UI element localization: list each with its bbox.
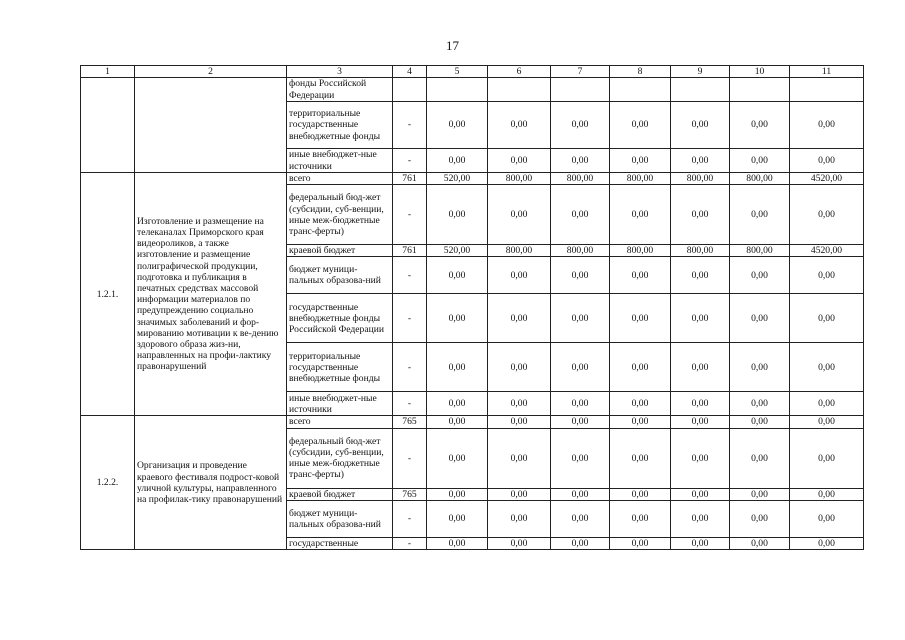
value-cell: 0,00	[671, 185, 730, 245]
value-cell: 0,00	[427, 392, 488, 416]
value-cell: 0,00	[551, 537, 610, 549]
value-cell: 800,00	[730, 173, 790, 185]
number-cell-empty	[81, 78, 135, 173]
value-cell: 0,00	[488, 149, 551, 173]
value-cell: 0,00	[610, 343, 671, 392]
value-cell: 0,00	[551, 257, 610, 294]
value-cell: 4520,00	[790, 173, 864, 185]
value-cell: 0,00	[488, 500, 551, 537]
activity-description: Организация и проведение краевого фестиваля подрост-ковой уличной культуры, направленного на профилак-тику правонарушений	[135, 416, 287, 550]
source-cell: федеральный бюд-жет (субсидии, суб-венции, иные меж-бюджетные транс-ферты)	[287, 185, 393, 245]
source-cell: иные внебюджет-ные источники	[287, 392, 393, 416]
value-cell: 0,00	[730, 428, 790, 488]
value-cell: 0,00	[730, 102, 790, 149]
value-cell: 0,00	[671, 537, 730, 549]
value-cell: 0,00	[427, 257, 488, 294]
source-cell: территориальные государственные внебюджетные фонды	[287, 343, 393, 392]
value-cell: 0,00	[488, 416, 551, 428]
value-cell: 0,00	[427, 500, 488, 537]
value-cell: 0,00	[790, 392, 864, 416]
value-cell: 0,00	[790, 428, 864, 488]
source-cell: фонды Российской Федерации	[287, 78, 393, 102]
code-cell: 765	[393, 488, 427, 500]
code-cell	[393, 78, 427, 102]
value-cell	[790, 78, 864, 102]
value-cell: 0,00	[671, 416, 730, 428]
value-cell: 0,00	[551, 102, 610, 149]
value-cell: 800,00	[488, 245, 551, 257]
column-number-row	[81, 66, 864, 78]
code-cell: 761	[393, 245, 427, 257]
value-cell: 0,00	[790, 343, 864, 392]
value-cell: 0,00	[488, 537, 551, 549]
value-cell: 0,00	[427, 428, 488, 488]
table-row	[81, 173, 864, 185]
value-cell: 0,00	[488, 343, 551, 392]
activity-description: Изготовление и размещение на телеканалах Приморского края видеороликов, а также изготовление и размещение полиграфической продукции, подготовка и публикация в печатных средствах массовой информации материалов по предупреждению социально значимых заболеваний и фор-мированию мотивации к ве-дению здорового образа жиз-ни, направленных на профи-лактику правонарушений	[135, 173, 287, 416]
value-cell	[730, 78, 790, 102]
column-number: 4	[393, 66, 427, 78]
value-cell: 800,00	[610, 173, 671, 185]
value-cell: 0,00	[671, 343, 730, 392]
value-cell: 0,00	[488, 185, 551, 245]
value-cell: 0,00	[730, 185, 790, 245]
value-cell	[427, 78, 488, 102]
table-body	[81, 66, 864, 550]
column-number: 9	[671, 66, 730, 78]
source-cell: иные внебюджет-ные источники	[287, 149, 393, 173]
value-cell: 0,00	[790, 416, 864, 428]
column-number: 1	[81, 66, 135, 78]
value-cell: 0,00	[427, 488, 488, 500]
value-cell: 0,00	[488, 294, 551, 343]
source-cell: бюджет муници-пальных образова-ний	[287, 500, 393, 537]
value-cell: 0,00	[730, 488, 790, 500]
table-row	[81, 416, 864, 428]
value-cell: 0,00	[790, 488, 864, 500]
activity-number: 1.2.2.	[81, 416, 135, 550]
value-cell: 0,00	[671, 500, 730, 537]
value-cell: 0,00	[790, 257, 864, 294]
activity-number: 1.2.1.	[81, 173, 135, 416]
code-cell: -	[393, 500, 427, 537]
value-cell: 0,00	[551, 185, 610, 245]
column-number: 11	[790, 66, 864, 78]
source-cell: государственные внебюджетные фонды Российской Федерации	[287, 294, 393, 343]
value-cell: 0,00	[427, 294, 488, 343]
value-cell: 0,00	[671, 102, 730, 149]
code-cell: -	[393, 149, 427, 173]
value-cell: 0,00	[551, 428, 610, 488]
value-cell: 0,00	[790, 294, 864, 343]
value-cell: 0,00	[671, 294, 730, 343]
source-cell: федеральный бюд-жет (субсидии, суб-венции, иные меж-бюджетные транс-ферты)	[287, 428, 393, 488]
value-cell: 0,00	[610, 257, 671, 294]
value-cell: 800,00	[671, 173, 730, 185]
value-cell: 0,00	[551, 416, 610, 428]
value-cell: 0,00	[730, 149, 790, 173]
code-cell: -	[393, 294, 427, 343]
value-cell: 4520,00	[790, 245, 864, 257]
source-cell: всего	[287, 416, 393, 428]
code-cell: -	[393, 343, 427, 392]
value-cell: 0,00	[427, 343, 488, 392]
source-cell: краевой бюджет	[287, 245, 393, 257]
value-cell: 0,00	[610, 185, 671, 245]
value-cell: 0,00	[610, 102, 671, 149]
value-cell: 0,00	[610, 416, 671, 428]
value-cell: 800,00	[671, 245, 730, 257]
value-cell: 0,00	[790, 500, 864, 537]
code-cell: 761	[393, 173, 427, 185]
value-cell: 0,00	[427, 416, 488, 428]
value-cell: 0,00	[488, 488, 551, 500]
source-cell: краевой бюджет	[287, 488, 393, 500]
column-number: 5	[427, 66, 488, 78]
value-cell: 800,00	[551, 245, 610, 257]
value-cell: 0,00	[730, 343, 790, 392]
code-cell: -	[393, 102, 427, 149]
value-cell: 0,00	[610, 488, 671, 500]
code-cell: -	[393, 537, 427, 549]
value-cell: 0,00	[427, 102, 488, 149]
value-cell: 0,00	[610, 149, 671, 173]
value-cell: 0,00	[488, 392, 551, 416]
value-cell: 0,00	[610, 500, 671, 537]
value-cell: 0,00	[671, 149, 730, 173]
value-cell	[551, 78, 610, 102]
value-cell: 0,00	[610, 537, 671, 549]
value-cell: 0,00	[551, 149, 610, 173]
value-cell: 0,00	[427, 537, 488, 549]
value-cell: 0,00	[488, 102, 551, 149]
value-cell: 0,00	[730, 537, 790, 549]
value-cell: 0,00	[427, 185, 488, 245]
value-cell: 0,00	[671, 392, 730, 416]
column-number: 2	[135, 66, 287, 78]
value-cell: 800,00	[610, 245, 671, 257]
value-cell: 0,00	[551, 488, 610, 500]
value-cell: 0,00	[730, 416, 790, 428]
value-cell	[671, 78, 730, 102]
source-cell: территориальные государственные внебюджетные фонды	[287, 102, 393, 149]
value-cell: 0,00	[610, 428, 671, 488]
value-cell: 0,00	[730, 500, 790, 537]
value-cell: 0,00	[488, 428, 551, 488]
value-cell: 0,00	[427, 149, 488, 173]
column-number: 10	[730, 66, 790, 78]
value-cell: 0,00	[790, 149, 864, 173]
value-cell: 0,00	[551, 392, 610, 416]
column-number: 3	[287, 66, 393, 78]
code-cell: -	[393, 428, 427, 488]
value-cell: 0,00	[551, 343, 610, 392]
code-cell: 765	[393, 416, 427, 428]
table-row	[81, 78, 864, 102]
code-cell: -	[393, 257, 427, 294]
value-cell: 800,00	[730, 245, 790, 257]
value-cell: 0,00	[671, 257, 730, 294]
value-cell: 0,00	[790, 102, 864, 149]
value-cell: 0,00	[671, 428, 730, 488]
source-cell: государственные	[287, 537, 393, 549]
value-cell: 0,00	[671, 488, 730, 500]
value-cell: 520,00	[427, 173, 488, 185]
page-number: 17	[446, 38, 459, 53]
column-number: 7	[551, 66, 610, 78]
value-cell: 0,00	[730, 294, 790, 343]
code-cell: -	[393, 392, 427, 416]
value-cell: 0,00	[790, 537, 864, 549]
value-cell: 0,00	[730, 392, 790, 416]
value-cell	[488, 78, 551, 102]
source-cell: всего	[287, 173, 393, 185]
value-cell: 800,00	[551, 173, 610, 185]
value-cell: 0,00	[790, 185, 864, 245]
value-cell: 0,00	[551, 294, 610, 343]
source-cell: бюджет муници-пальных образова-ний	[287, 257, 393, 294]
value-cell: 800,00	[488, 173, 551, 185]
value-cell	[610, 78, 671, 102]
budget-table	[80, 65, 864, 550]
value-cell: 0,00	[610, 392, 671, 416]
column-number: 8	[610, 66, 671, 78]
column-number: 6	[488, 66, 551, 78]
value-cell: 0,00	[551, 500, 610, 537]
value-cell: 520,00	[427, 245, 488, 257]
description-cell-empty	[135, 78, 287, 173]
code-cell: -	[393, 185, 427, 245]
value-cell: 0,00	[610, 294, 671, 343]
value-cell: 0,00	[488, 257, 551, 294]
value-cell: 0,00	[730, 257, 790, 294]
